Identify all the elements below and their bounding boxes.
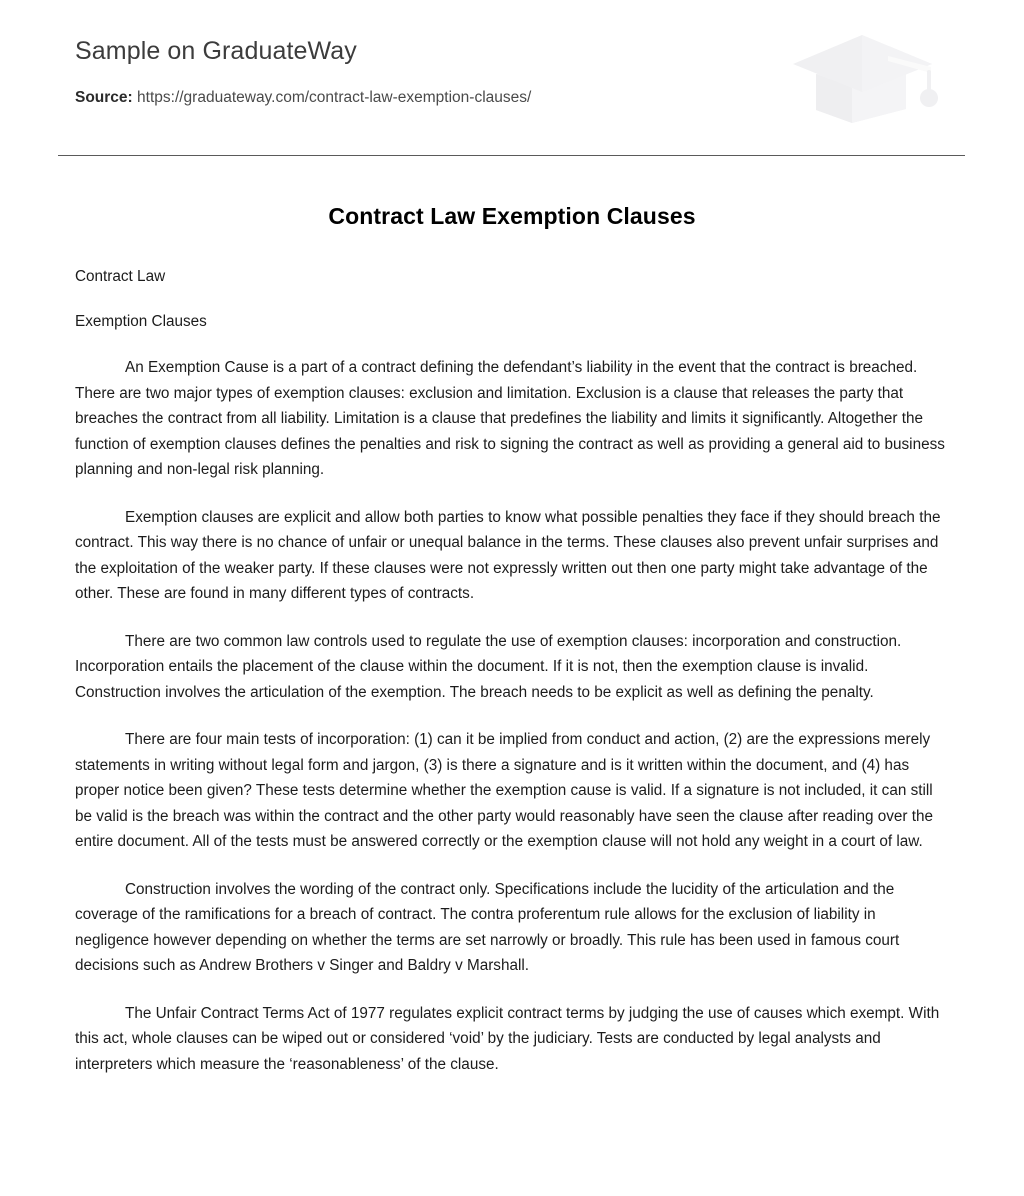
page-header bbox=[0, 0, 1024, 156]
body-paragraph: An Exemption Cause is a part of a contract defining the defendant’s liability in the event that the contract is breached. There are two major types of exemption clauses: exclusion and limitation. Exclusion is a clause that releases the party that breaches the contract from all liability. Limitation is a clause that predefines the liability and limits it significantly. Altogether the function of exemption clauses defines the penalties and risk to signing the contract as well as providing a general aid to business planning and non-legal risk planning. bbox=[75, 359, 945, 478]
document-body bbox=[75, 265, 951, 1077]
body-paragraph: Construction involves the wording of the contract only. Specifications include the lucidity of the articulation and the coverage of the ramifications for a breach of contract. The contra proferentum rule allows for the exclusion of liability in negligence however depending on whether the terms are set narrowly or broadly. This rule has been used in famous court decisions such as Andrew Brothers v Singer and Baldry v Marshall. bbox=[75, 880, 900, 974]
source-line bbox=[75, 89, 531, 107]
body-paragraph: There are four main tests of incorporation: (1) can it be implied from conduct and action, (2) are the expressions merely statements in writing without legal form and jargon, (3) is there a signature and is it written within the document, and (4) has proper notice been given? These tests determine whether the exemption cause is valid. If a signature is not included, it can still be valid is the breach was within the contract and the other party would reasonably have seen the clause after reading over the entire document. All of the tests must be answered correctly or the exemption clause will not hold any weight in a court of law. bbox=[75, 731, 933, 850]
page-title: Contract Law Exemption Clauses bbox=[328, 203, 696, 229]
source-label: Source: bbox=[75, 89, 133, 106]
body-paragraph: The Unfair Contract Terms Act of 1977 regulates explicit contract terms by judging the use of causes which exempt. With this act, whole clauses can be wiped out or considered ‘void’ by the judiciary. Tests are conducted by legal analysts and interpreters which measure the ‘reasonableness’ of the clause. bbox=[75, 1004, 940, 1073]
header-divider bbox=[58, 155, 965, 156]
body-paragraph: There are two common law controls used to regulate the use of exemption clauses: incorporation and construction. Incorporation entails the placement of the clause within the document. If it is not, then the exemption clause is invalid. Construction involves the articulation of the exemption. The breach needs to be explicit as well as defining the penalty. bbox=[75, 632, 902, 701]
brand-title: Sample on GraduateWay bbox=[75, 37, 357, 65]
body-paragraph: Exemption clauses are explicit and allow both parties to know what possible penalties they face if they should breach the contract. This way there is no chance of unfair or unequal balance in the terms. These clauses also prevent unfair surprises and the exploitation of the weaker party. If these clauses were not expressly written out then one party might take advantage of the other. These are found in many different types of contracts. bbox=[75, 508, 941, 602]
graduation-cap-icon bbox=[790, 26, 965, 126]
subject-line: Contract Law bbox=[75, 268, 166, 285]
topic-line: Exemption Clauses bbox=[75, 313, 207, 330]
source-url[interactable]: https://graduateway.com/contract-law-exemption-clauses/ bbox=[137, 89, 532, 106]
